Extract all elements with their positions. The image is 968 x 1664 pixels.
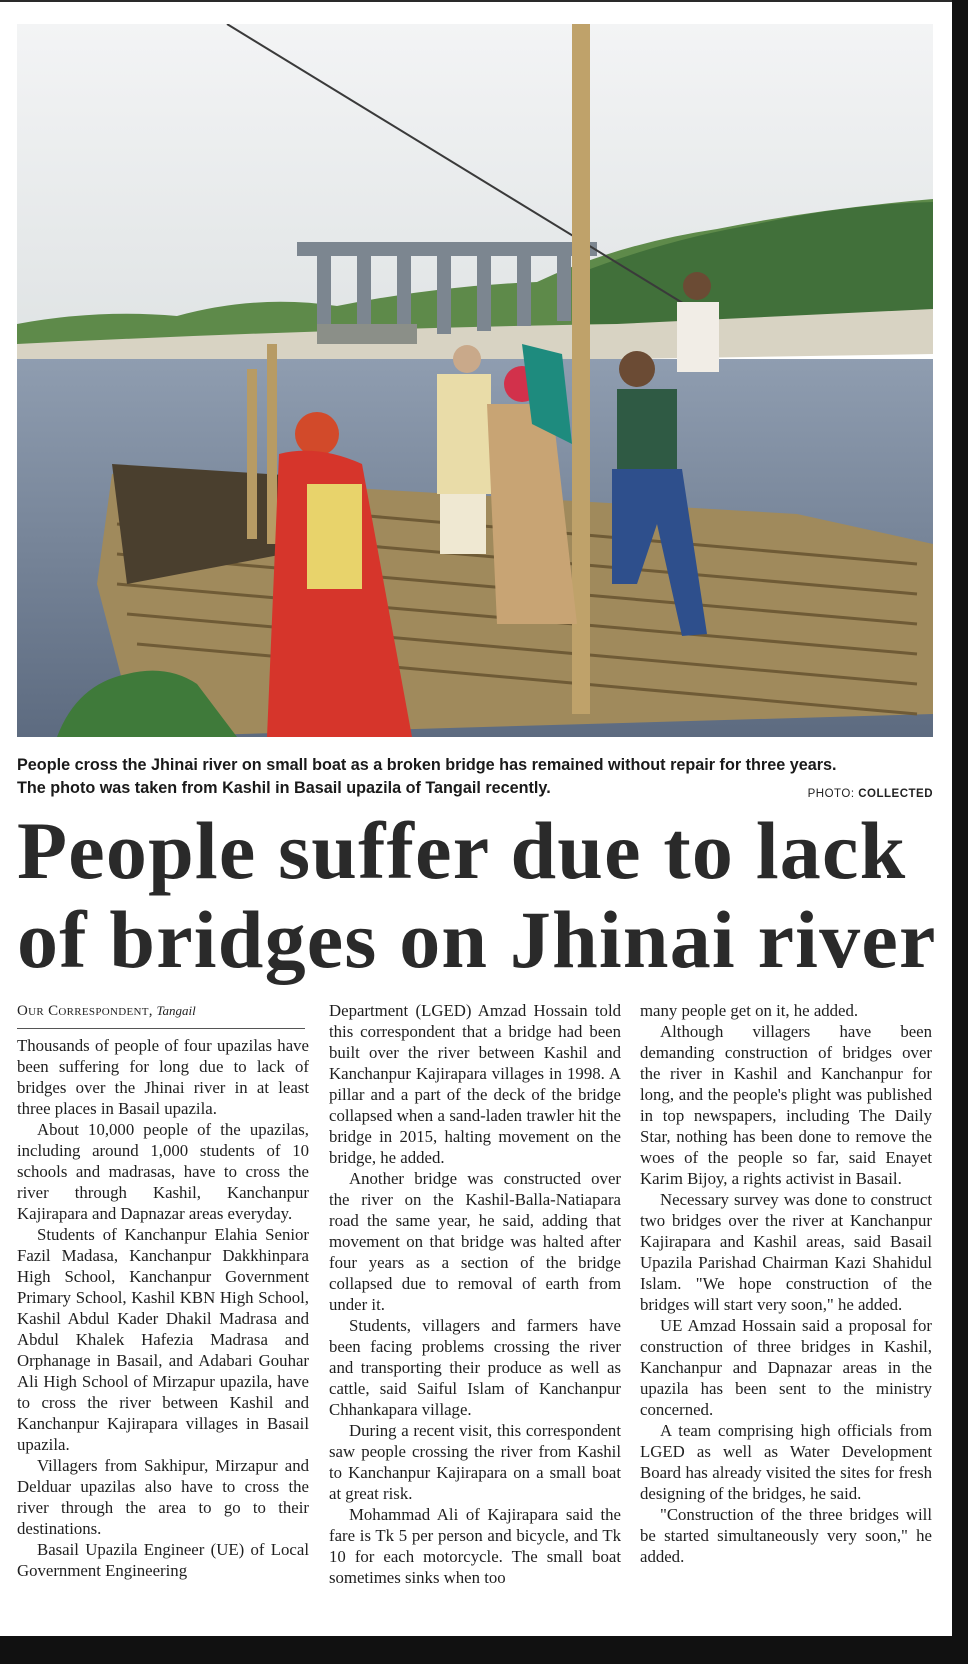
byline-name: Our Correspondent, bbox=[17, 1003, 153, 1019]
paragraph: UE Amzad Hossain said a proposal for construction of three bridges in Kashil, Kanchanpur and Dapnazar areas in the upazila has been sent to the ministry concerned. bbox=[640, 1316, 932, 1419]
headline bbox=[17, 806, 937, 984]
paragraph: Necessary survey was done to construct two bridges over the river at Kanchanpur Kajirapara and Kashil areas, said Basail Upazila Parishad Chairman Kazi Shahidul Islam. "We hope construction of the bridges will start very soon," he added. bbox=[640, 1190, 932, 1314]
paragraph: Students, villagers and farmers have been facing problems crossing the river and transporting their produce as well as cattle, said Saiful Islam of Kanchanpur Chhankapara village. bbox=[329, 1316, 621, 1419]
scan-edge-right bbox=[952, 0, 968, 1664]
short-pole bbox=[267, 344, 277, 544]
paragraph: During a recent visit, this correspondent saw people crossing the river from Kashil to Kanchanpur Kajirapara on a small boat at great risk. bbox=[329, 1421, 621, 1503]
scan-edge-bottom bbox=[0, 1636, 968, 1664]
credit-prefix: PHOTO: bbox=[807, 788, 859, 800]
paragraph: Although villagers have been demanding construction of bridges over the river in Kashil and Kanchanpur for long, and the people's plight was published in top newspapers, including The Daily Star, nothing has been done to remove the woes of the people so far, said Enayet Karim Bijoy, a rights activist in Basail. bbox=[640, 1022, 932, 1188]
photo-caption bbox=[17, 754, 933, 800]
paragraph: Villagers from Sakhipur, Mirzapur and Delduar upazilas also have to cross the river through the area to go to their destinations. bbox=[17, 1456, 309, 1538]
byline-place: Tangail bbox=[156, 1003, 196, 1018]
paragraph: Thousands of people of four upazilas have been suffering for long due to lack of bridges over the Jhinai river in at least three places in Basail upazila. bbox=[17, 1036, 309, 1118]
paragraph: Basail Upazila Engineer (UE) of Local Government Engineering bbox=[17, 1540, 309, 1580]
top-rule bbox=[0, 0, 968, 2]
river-boat-illustration bbox=[17, 24, 933, 737]
news-photo bbox=[17, 24, 933, 737]
byline-rule bbox=[17, 1028, 305, 1029]
article-column-2 bbox=[329, 1000, 621, 1588]
paragraph: Students of Kanchanpur Elahia Senior Fazil Madasa, Kanchanpur Dakkhinpara High School, Kanchanpur Government Primary School, Kashil KBN High School, Kashil Abdul Kader Dhakil Madrasa and Abdul Khalek Hafezia Madrasa and Orphanage in Basail, and Adabari Gouhar Ali High School of Mirzapur upazila, have to cross the river between Kashil and Kanchanpur Kajirapara villages in Basail upazila. bbox=[17, 1225, 309, 1454]
paragraph: Another bridge was constructed over the river on the Kashil-Balla-Natiapara road the same year, he said, adding that movement on that bridge was halted after four years as a section of the bridge collapsed due to removal of earth from under it. bbox=[329, 1169, 621, 1314]
headline-line-1: People suffer due to lack bbox=[17, 805, 907, 896]
credit-source: COLLECTED bbox=[858, 788, 933, 800]
paragraph: Mohammad Ali of Kajirapara said the fare is Tk 5 per person and bicycle, and Tk 10 for each motorcycle. The small boat sometimes sinks when too bbox=[329, 1505, 621, 1587]
paragraph: About 10,000 people of the upazilas, including around 1,000 students of 10 schools and madrasas, have to cross the river through Kashil, Kanchanpur Kajirapara and Dapnazar areas everyday. bbox=[17, 1120, 309, 1223]
article-column-3 bbox=[640, 1000, 932, 1567]
article-column-1 bbox=[17, 1035, 309, 1581]
byline bbox=[17, 1003, 305, 1020]
paragraph: A team comprising high officials from LGED as well as Water Development Board has already visited the sites for fresh designing of the bridges, he said. bbox=[640, 1421, 932, 1503]
photo-credit bbox=[808, 788, 933, 800]
elderly-man bbox=[437, 345, 491, 554]
headline-line-2: of bridges on Jhinai river bbox=[17, 894, 937, 985]
paragraph: Department (LGED) Amzad Hossain told this correspondent that a bridge had been built over the river between Kashil and Kanchanpur Kajirapara villages in 1998. A pillar and a part of the deck of the bridge collapsed when a sand-laden trawler hit the bridge in 2015, halting movement on the bridge, he added. bbox=[329, 1001, 621, 1167]
caption-line-1: People cross the Jhinai river on small boat as a broken bridge has remained without repair for three years. bbox=[17, 756, 837, 774]
paragraph: "Construction of the three bridges will be started simultaneously very soon," he added. bbox=[640, 1505, 932, 1566]
caption-line-2: The photo was taken from Kashil in Basail upazila of Tangail recently. bbox=[17, 779, 551, 797]
short-pole-2 bbox=[247, 369, 257, 539]
paragraph: many people get on it, he added. bbox=[640, 1001, 859, 1020]
